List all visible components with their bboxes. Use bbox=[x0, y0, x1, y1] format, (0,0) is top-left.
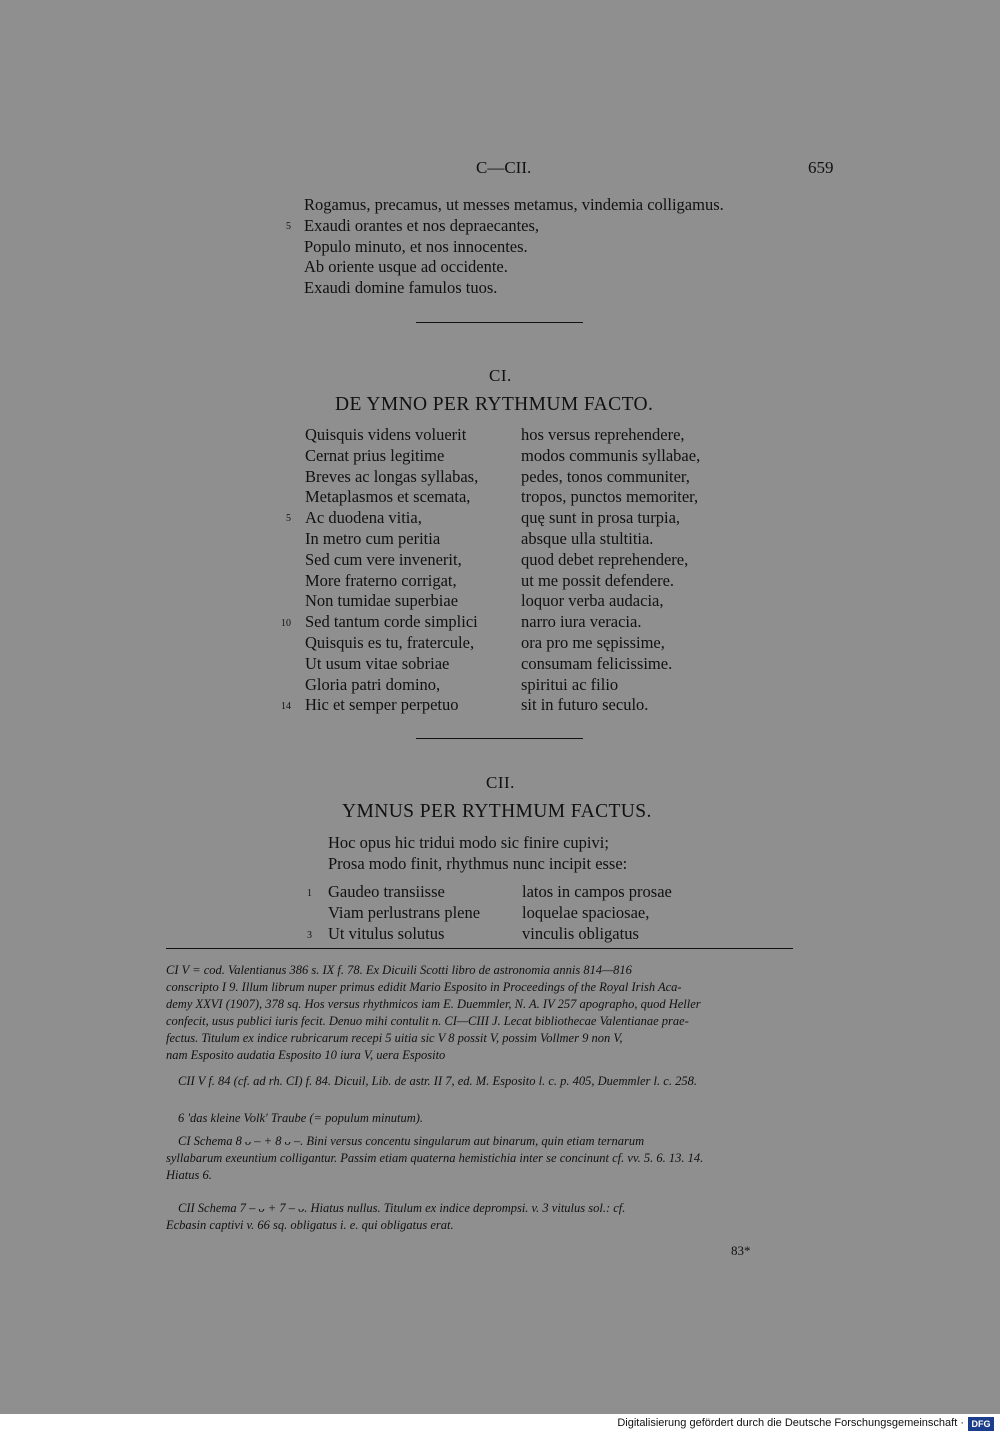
verse-line: tropos, punctos memoriter, bbox=[521, 487, 699, 507]
apparatus-cii: CII V f. 84 (cf. ad rh. CI) f. 84. Dicuil, Lib. de astr. II 7, ed. M. Esposito l. c. p. 405, Duemmler l. c. 258. bbox=[178, 1074, 697, 1088]
line-number: 14 bbox=[281, 701, 291, 712]
verse-line: loquelae spaciosae, bbox=[522, 902, 650, 922]
verse-line: Cernat prius legitime bbox=[305, 445, 445, 465]
verse-line: Gaudeo transiisse bbox=[328, 882, 445, 901]
poem-title: YMNUS PER RYTHMUM FACTUS. bbox=[342, 801, 652, 822]
poem-title: DE YMNO PER RYTHMUM FACTO. bbox=[335, 394, 654, 415]
verse-line: latos in campos prosae bbox=[522, 882, 672, 901]
verse-line: Quisquis videns voluerit bbox=[305, 425, 467, 444]
poem-cii-left-column bbox=[328, 882, 480, 944]
verse-line: quod debet reprehendere, bbox=[521, 549, 689, 569]
apparatus-line: demy XXVI (1907), 378 sq. Hos versus rhythmicos iam E. Duemmler, N. A. IV 257 apographo, quod Heller bbox=[166, 997, 701, 1011]
page-number: 659 bbox=[808, 158, 834, 177]
apparatus-line: nam Esposito audatia Esposito 10 iura V, uera Esposito bbox=[166, 1048, 446, 1062]
commentary-line: Ecbasin captivi v. 66 sq. obligatus i. e. qui obligatus erat. bbox=[166, 1218, 454, 1232]
commentary-line: CII Schema 7 – ᴗ + 7 – ᴗ. Hiatus nullus. Titulum ex indice deprompsi. v. 3 vitulus sol.: cf. bbox=[178, 1201, 626, 1215]
verse-line: ora pro me sępissime, bbox=[521, 632, 665, 652]
apparatus-divider bbox=[166, 948, 793, 949]
line-number: 5 bbox=[286, 513, 291, 524]
section-divider bbox=[416, 322, 583, 323]
verse-line: Prosa modo finit, rhythmus nunc incipit esse: bbox=[328, 853, 628, 873]
verse-line: Breves ac longas syllabas, bbox=[305, 466, 479, 486]
footer-credit: Digitalisierung gefördert durch die Deutsche Forschungsgemeinschaft · bbox=[617, 1417, 964, 1429]
commentary-ci bbox=[166, 1133, 838, 1184]
verse-line: absque ulla stultitia. bbox=[521, 528, 654, 548]
commentary-line: syllabarum exeuntium colligantur. Passim etiam quaterna hemistichia inter se concinunt cf. vv. 5. 6. 13. 14. bbox=[166, 1151, 704, 1165]
line-number: 1 bbox=[307, 888, 312, 899]
commentary-cii bbox=[166, 1200, 838, 1234]
verse-line: Ac duodena vitia, bbox=[305, 508, 422, 528]
verse-line: Ut usum vitae sobriae bbox=[305, 653, 450, 673]
line-number: 5 bbox=[286, 221, 291, 232]
verse-line: ut me possit defendere. bbox=[521, 570, 675, 590]
verse-line: Exaudi domine famulos tuos. bbox=[304, 278, 498, 298]
commentary-line: CI Schema 8 ᴗ – + 8 ᴗ –. Bini versus concentu singularum aut binarum, quin etiam ternarum bbox=[178, 1134, 645, 1148]
poem-ci-right-column bbox=[521, 425, 700, 716]
verse-line: consumam felicissime. bbox=[521, 653, 673, 673]
apparatus-ci bbox=[166, 962, 838, 1064]
verse-line: Sed tantum corde simplici bbox=[305, 612, 478, 632]
verse-line: Non tumidae superbiae bbox=[305, 591, 459, 611]
verse-line: Viam perlustrans plene bbox=[328, 902, 481, 922]
line-number: 3 bbox=[307, 930, 312, 941]
verse-line: quę sunt in prosa turpia, bbox=[521, 508, 681, 528]
verse-line: Rogamus, precamus, ut messes metamus, vindemia colligamus. bbox=[304, 195, 724, 214]
verse-line: Sed cum vere invenerit, bbox=[305, 549, 462, 569]
verse-line: Quisquis es tu, fratercule, bbox=[305, 632, 475, 652]
commentary-line: Hiatus 6. bbox=[166, 1168, 212, 1182]
poem-number: CI. bbox=[489, 366, 512, 385]
running-head-section: C—CII. bbox=[476, 158, 532, 177]
section-divider bbox=[416, 738, 583, 739]
verse-line: spiritui ac filio bbox=[521, 674, 619, 694]
poem-ci-left-column bbox=[305, 425, 478, 716]
verse-line: hos versus reprehendere, bbox=[521, 425, 685, 444]
apparatus-line: confecit, usus publici iuris fecit. Denuo mihi contulit n. CI—CIII J. Lecat bibliothecae Valentianae prae- bbox=[166, 1014, 689, 1028]
commentary-line: 6 'das kleine Volk' Traube (= populum minutum). bbox=[178, 1111, 424, 1125]
verse-line: Ut vitulus solutus bbox=[328, 923, 445, 943]
dfg-logo: DFG bbox=[968, 1417, 994, 1431]
verse-line: narro iura veracia. bbox=[521, 612, 642, 632]
verse-line: loquor verba audacia, bbox=[521, 591, 664, 611]
verse-line: Gloria patri domino, bbox=[305, 674, 441, 694]
verse-line: pedes, tonos communiter, bbox=[521, 466, 690, 486]
verse-line: vinculis obligatus bbox=[522, 923, 639, 943]
poem-cii-prologue bbox=[328, 833, 627, 875]
verse-line: sit in futuro seculo. bbox=[521, 695, 649, 715]
verse-line: Populo minuto, et nos innocentes. bbox=[304, 236, 528, 256]
verse-line: More fraterno corrigat, bbox=[305, 570, 457, 590]
apparatus-line: fectus. Titulum ex indice rubricarum recepi 5 uitia sic V 8 possit V, possim Vollmer 9 non V, bbox=[166, 1031, 623, 1045]
footer-bar bbox=[0, 1414, 1000, 1434]
verse-line: modos communis syllabae, bbox=[521, 445, 701, 465]
verse-line: In metro cum peritia bbox=[305, 528, 441, 548]
apparatus-line: CI V = cod. Valentianus 386 s. IX f. 78. Ex Dicuili Scotti libro de astronomia annis 814—816 bbox=[166, 963, 632, 977]
verse-line: Exaudi orantes et nos depraecantes, bbox=[304, 215, 540, 235]
verse-line: Metaplasmos et scemata, bbox=[305, 487, 471, 507]
verse-line: Hic et semper perpetuo bbox=[305, 695, 459, 715]
apparatus-line: conscripto I 9. Illum librum nuper primus edidit Mario Esposito in Proceedings of the Royal Irish Aca- bbox=[166, 980, 682, 994]
verse-line: Ab oriente usque ad occidente. bbox=[304, 257, 508, 277]
verse-line: Hoc opus hic tridui modo sic finire cupivi; bbox=[328, 833, 609, 852]
line-number: 10 bbox=[281, 618, 291, 629]
poem-cii-right-column bbox=[522, 882, 672, 944]
signature-mark: 83* bbox=[731, 1243, 751, 1258]
poem-c-tail bbox=[304, 195, 724, 299]
poem-number: CII. bbox=[486, 773, 515, 792]
